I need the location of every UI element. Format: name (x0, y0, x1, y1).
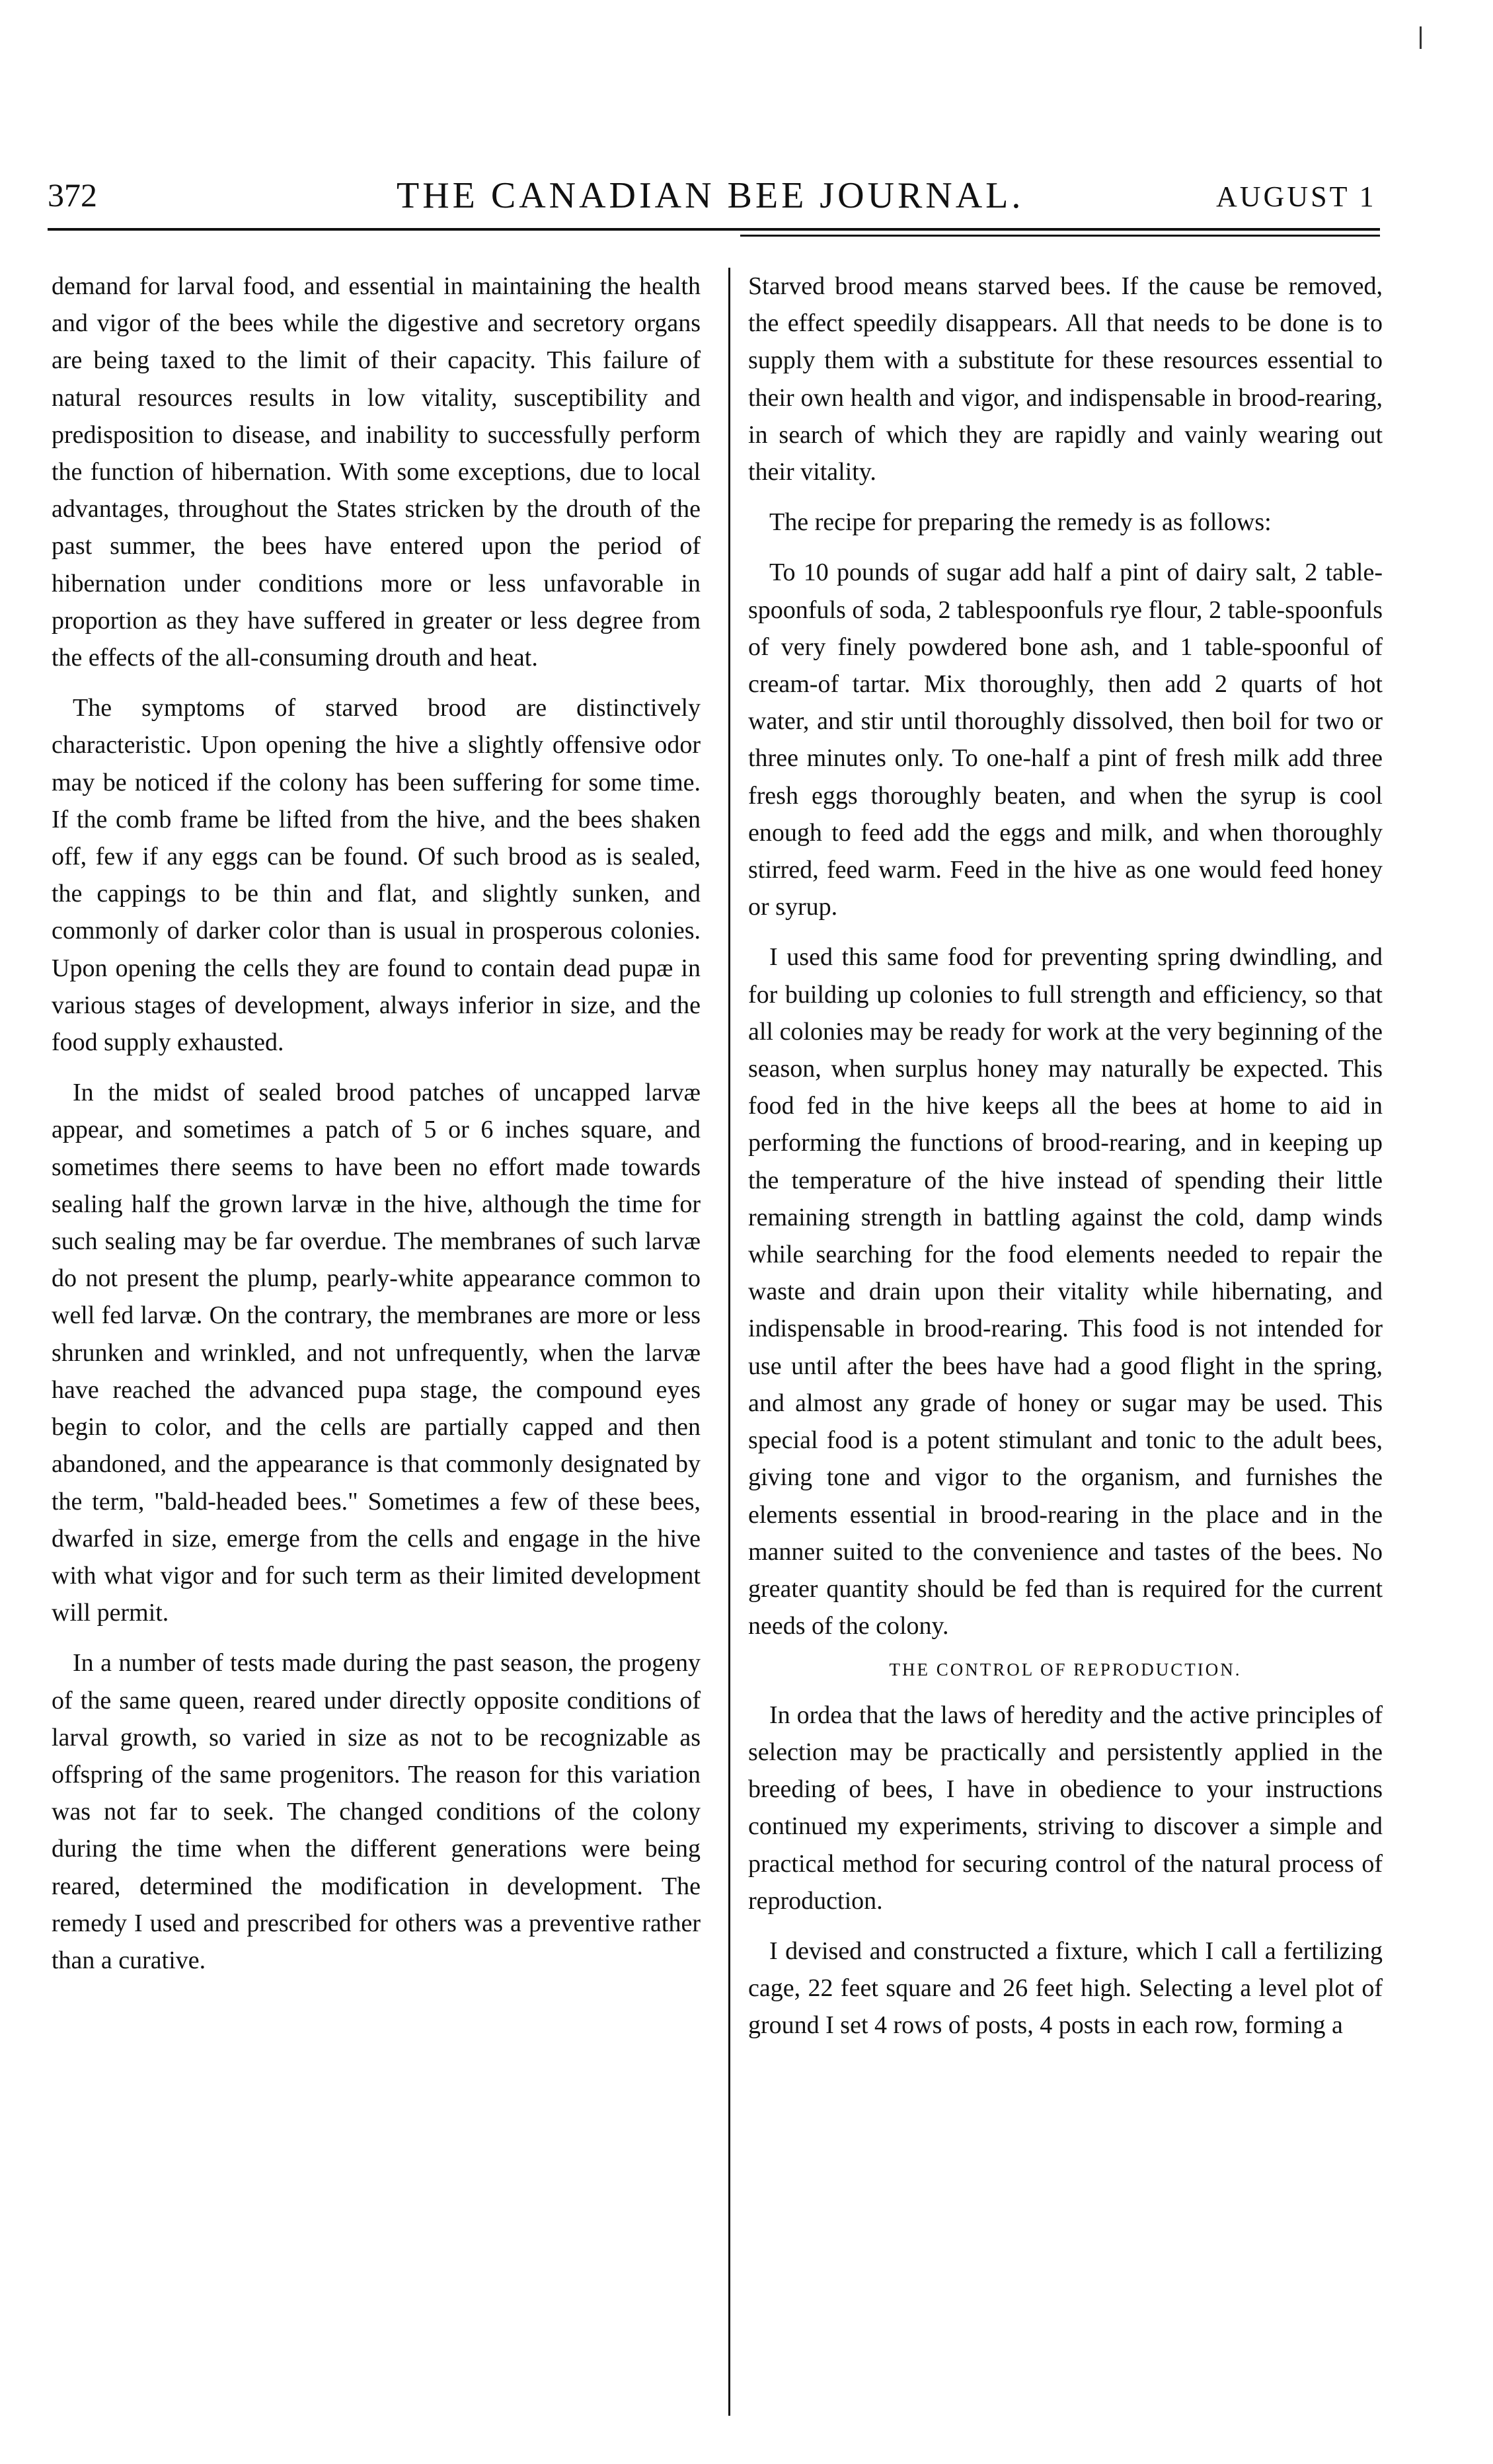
paragraph: demand for larval food, and essential in maintaining the health and vigor of the bees while the digestive and secretory organs are being taxed to the limit of their capacity. This failure of natural resources results in low vitality, susceptibility and predisposition to disease, and inability to successfully perform the function of hibernation. With some exceptions, due to local advantages, throughout the States stricken by the drouth of the past summer, the bees have entered upon the period of hibernation under conditions more or less unfavorable in proportion as they have suffered in greater or less degree from the effects of the all-consuming drouth and heat. (52, 272, 701, 672)
paragraph: In ordea that the laws of heredity and the active principles of selection may be practically and persistently applied in the breeding of bees, I have in obedience to your instructions continued my experiments, striving to discover a simple and practical method for securing control of the natural process of reproduction. (748, 1701, 1383, 1915)
paragraph: I used this same food for preventing spring dwindling, and for building up colonies to full strength and efficiency, so that all colonies may be ready for work at the very beginning of the season, when surplus honey may naturally be expected. This food fed in the hive keeps all the bees at home to aid in performing the functions of brood-rearing, and in keeping up the temperature of the hive instead of spending their little remaining strength in battling against the cold, damp winds while searching for the food elements needed to repair the waste and drain upon their vitality while hibernating, and indispensable in brood-rearing. This food is not intended for use until after the bees have had a good flight in the spring, and almost any grade of honey or sugar may be used. This special food is a potent stimulant and tonic to the adult bees, giving tone and vigor to the organism, and furnishes the elements essential in brood-rearing in the place and in the manner suited to the convenience and tastes of the bees. No greater quantity should be fed than is required for the current needs of the colony. (748, 943, 1383, 1640)
paragraph: In a number of tests made during the past season, the progeny of the same queen, reared under directly opposite conditions of larval growth, so varied in size as not to be recognizable as offspring of the same progenitors. The reason for this variation was not far to seek. The changed conditions of the colony during the time when the different generations were being reared, determined the modification in development. The remedy I used and prescribed for others was a preventive rather than a curative. (52, 1649, 701, 1974)
left-column (52, 268, 701, 1992)
right-column (748, 268, 1383, 2058)
issue-date: AUGUST 1 (1216, 180, 1377, 213)
section-heading: THE CONTROL OF REPRODUCTION. (889, 1660, 1242, 1680)
paragraph: The symptoms of starved brood are distinctively characteristic. Upon opening the hive a slightly offensive odor may be noticed if the colony has been suffering for some time. If the comb frame be lifted from the hive, and the bees shaken off, few if any eggs can be found. Of such brood as is sealed, the cappings to be thin and flat, and slightly sunken, and commonly of darker color than is usual in prosperous colonies. Upon opening the cells they are found to contain dead pupæ in various stages of development, always inferior in size, and the food supply exhausted. (52, 694, 701, 1057)
page-number: 372 (48, 176, 97, 213)
paragraph: Starved brood means starved bees. If the cause be removed, the effect speedily disappears. All that needs to be done is to supply them with a substitute for these resources essential to their own health and vigor, and indispensable in brood-rearing, in search of which they are rapidly and vainly wearing out their vitality. (748, 272, 1383, 486)
paragraph: I devised and constructed a fixture, which I call a fertilizing cage, 22 feet square and 26 feet high. Selecting a level plot of ground I set 4 rows of posts, 4 posts in each row, forming a (748, 1937, 1383, 2040)
header-rule (48, 228, 1380, 231)
header-rule-secondary (740, 235, 1380, 237)
journal-title: THE CANADIAN BEE JOURNAL. (397, 175, 1024, 216)
paragraph: The recipe for preparing the remedy is as follows: (769, 508, 1272, 537)
recipe-paragraph: To 10 pounds of sugar add half a pint of dairy salt, 2 table-spoonfuls of soda, 2 tablespoonfuls rye flour, 2 table-spoonfuls of very finely powdered bone ash, and 1 table-spoonful of cream-of tartar. Mix thoroughly, then add 2 quarts of hot water, and stir until thoroughly dissolved, then boil for two or three minutes only. To one-half a pint of fresh milk add three fresh eggs thoroughly beaten, and when the syrup is cool enough to feed add the eggs and milk, and when thoroughly stirred, feed warm. Feed in the hive as one would feed honey or syrup. (748, 558, 1383, 921)
paragraph: In the midst of sealed brood patches of uncapped larvæ appear, and sometimes a patch of 5 or 6 inches square, and sometimes there seems to have been no effort made towards sealing half the grown larvæ in the hive, although the time for such sealing may be far overdue. The membranes of such larvæ do not present the plump, pearly-white appearance common to well fed larvæ. On the contrary, the membranes are more or less shrunken and wrinkled, and not unfrequently, when the larvæ have reached the advanced pupa stage, the compound eyes begin to color, and the cells are partially capped and then abandoned, and the appearance is that commonly designated by the term, "bald-headed bees." Sometimes a few of these bees, dwarfed in size, emerge from the cells and engage in the hive with what vigor and for such term as their limited development will permit. (52, 1079, 701, 1627)
column-divider (728, 268, 730, 2416)
margin-mark (1420, 26, 1422, 49)
